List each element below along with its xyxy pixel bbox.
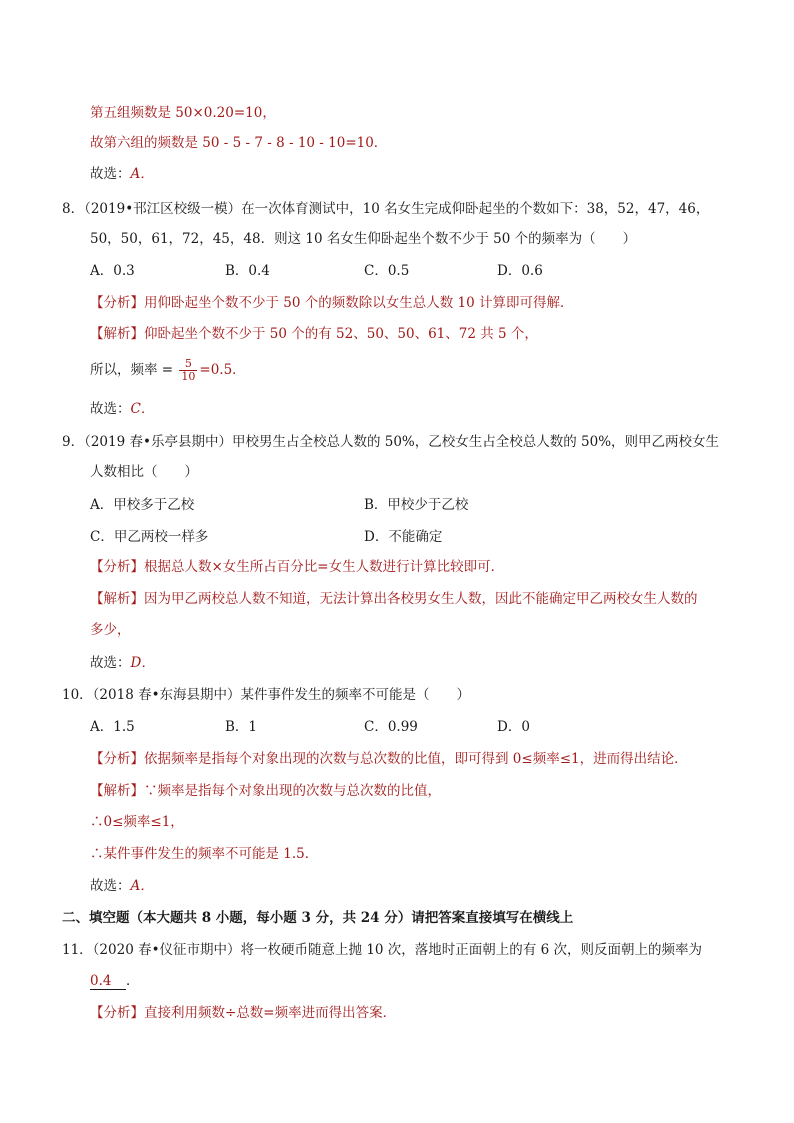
q11-blank-line — [90, 972, 140, 990]
q8-analysis — [90, 294, 574, 312]
answer-letter: D． — [130, 655, 155, 671]
q10-step-1: ∴0≤频率≤1， — [90, 814, 184, 830]
analysis-text: 根据总人数×女生所占百分比=女生人数进行计算比较即可． — [144, 559, 505, 575]
q10-analysis — [90, 750, 688, 768]
q10-stem: 10．（2018 春•东海县期中）某件事件发生的频率不可能是（ ） — [62, 687, 471, 703]
answer-prefix: 故选： — [90, 655, 131, 671]
q9-solution-line-2: 多少， — [90, 622, 131, 638]
analysis-text: 用仰卧起坐个数不少于 50 个的频数除以女生总人数 10 计算即可得解． — [144, 295, 574, 311]
analysis-text: 直接利用频数÷总数=频率进而得出答案． — [144, 1005, 397, 1021]
fraction-numerator: 5 — [184, 357, 192, 370]
blank-answer: 0.4 — [90, 973, 112, 989]
fraction — [179, 358, 197, 383]
q10-option-d: D．0 — [497, 719, 530, 735]
q9-option-b: B．甲校少于乙校 — [364, 497, 469, 513]
q10-option-b: B．1 — [225, 719, 258, 735]
fraction-denominator: 10 — [181, 370, 196, 383]
calc-line-sixth-group: 故第六组的频数是 50 - 5 - 7 - 8 - 10 - 10=10． — [90, 135, 388, 151]
answer-blank — [90, 973, 126, 990]
q10-option-c: C．0.99 — [364, 719, 418, 735]
q8-option-a: A．0.3 — [90, 263, 135, 279]
solution-tag: 【解析】 — [90, 326, 144, 342]
analysis-tag: 【分析】 — [90, 751, 144, 767]
q9-analysis — [90, 558, 504, 576]
section-heading: 二、填空题（本大题共 8 小题，每小题 3 分，共 24 分）请把答案直接填写在横线上 — [62, 910, 574, 926]
solution-tag: 【解析】 — [90, 783, 144, 799]
frequency-result: =0.5． — [199, 362, 246, 378]
answer-prefix: 故选： — [90, 166, 131, 182]
frequency-prefix: 所以，频率 = — [90, 362, 174, 378]
analysis-tag: 【分析】 — [90, 295, 144, 311]
analysis-text: 依据频率是指每个对象出现的次数与总次数的比值，即可得到 0≤频率≤1，进而得出结论． — [144, 751, 688, 767]
solution-text: 仰卧起坐个数不少于 50 个的有 52、50、50、61、72 共 5 个， — [144, 326, 538, 342]
q10-answer-line — [90, 877, 154, 895]
q9-option-a: A．甲校多于乙校 — [90, 497, 195, 513]
q10-option-a: A．1.5 — [90, 719, 135, 735]
q9-stem-line-1: 9．（2019 春•乐亭县期中）甲校男生占全校总人数的 50%，乙校女生占全校总人数的 50%，则甲乙两校女生 — [62, 434, 720, 450]
q8-solution — [90, 325, 538, 343]
q10-solution — [90, 782, 441, 800]
q11-analysis — [90, 1004, 396, 1022]
analysis-tag: 【分析】 — [90, 559, 144, 575]
q9-answer-line — [90, 654, 155, 672]
answer-line — [90, 165, 154, 183]
answer-letter: A． — [130, 878, 154, 894]
answer-prefix: 故选： — [90, 401, 131, 417]
q11-stem: 11．（2020 春•仪征市期中）将一枚硬币随意上抛 10 次，落地时正面朝上的有 6 次，则反面朝上的频率为 — [62, 942, 702, 958]
q9-stem-line-2: 人数相比（ ） — [90, 464, 198, 480]
answer-letter: A． — [130, 166, 154, 182]
q8-option-b: B．0.4 — [225, 263, 270, 279]
q9-solution-line-1 — [90, 590, 698, 608]
solution-text: ∵频率是指每个对象出现的次数与总次数的比值， — [144, 783, 441, 799]
solution-text: 因为甲乙两校总人数不知道，无法计算出各校男女生人数，因此不能确定甲乙两校女生人数的 — [144, 591, 698, 607]
q8-option-d: D．0.6 — [497, 263, 543, 279]
blank-suffix: ． — [126, 973, 140, 989]
q8-stem-line-2: 50，50，61，72，45，48．则这 10 名女生仰卧起坐个数不少于 50 个的频率为（ ） — [90, 231, 637, 247]
q9-option-c: C．甲乙两校一样多 — [90, 529, 209, 545]
q8-frequency-line — [90, 357, 246, 383]
answer-prefix: 故选： — [90, 878, 131, 894]
q10-step-2: ∴某件事件发生的频率不可能是 1.5． — [90, 846, 319, 862]
answer-letter: C． — [130, 401, 155, 417]
analysis-tag: 【分析】 — [90, 1005, 144, 1021]
solution-tag: 【解析】 — [90, 591, 144, 607]
q8-stem-line-1: 8．（2019•邗江区校级一模）在一次体育测试中，10 名女生完成仰卧起坐的个数如下：38，52，47，46， — [62, 201, 710, 217]
q8-option-c: C．0.5 — [364, 263, 410, 279]
q8-answer-line — [90, 400, 154, 418]
calc-line-fifth-group: 第五组频数是 50×0.20=10， — [90, 105, 276, 121]
q9-option-d: D．不能确定 — [364, 529, 443, 545]
